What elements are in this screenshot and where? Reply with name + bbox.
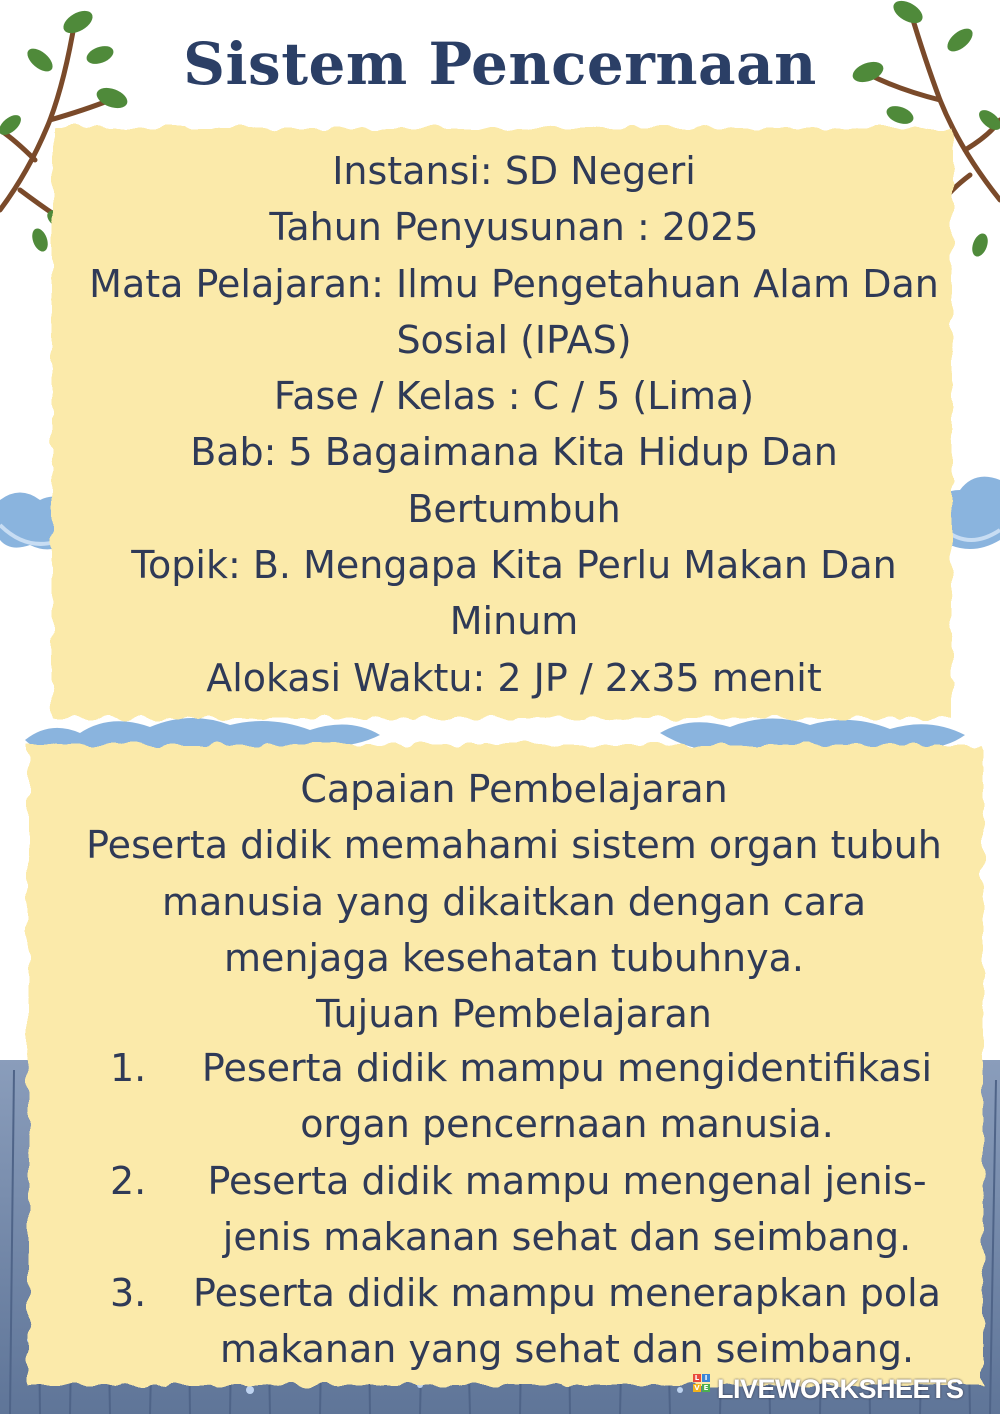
tujuan-item (98, 1265, 958, 1378)
tujuan-item-line-2: makanan yang sehat dan seimbang. (219, 1327, 915, 1372)
mapel-line-2: Sosial (IPAS) (396, 317, 632, 362)
bab-line-1: Bab: 5 Bagaimana Kita Hidup Dan (190, 430, 838, 475)
tujuan-item-line-2: jenis makanan sehat dan seimbang. (222, 1214, 912, 1259)
topik-line-1: Topik: B. Mengapa Kita Perlu Makan Dan (131, 543, 897, 588)
alokasi-line: Alokasi Waktu: 2 JP / 2x35 menit (206, 655, 822, 700)
capaian-heading: Capaian Pembelajaran (300, 767, 728, 811)
bab-line-2: Bertumbuh (407, 486, 621, 531)
capaian-line-3: menjaga kesehatan tubuhnya. (224, 935, 804, 980)
capaian-block (55, 761, 973, 1042)
fase-line: Fase / Kelas : C / 5 (Lima) (273, 374, 755, 419)
instansi-line: Instansi: SD Negeri (332, 149, 696, 193)
tujuan-item-number: 2. (110, 1158, 147, 1203)
liveworksheets-wordmark: LIVEWORKSHEETS (717, 1373, 964, 1404)
tujuan-heading: Tujuan Pembelajaran (316, 992, 712, 1037)
liveworksheets-logo-icon: L I V E (694, 1374, 709, 1392)
tahun-line: Tahun Penyusunan : 2025 (269, 205, 759, 250)
tujuan-item-line-1: Peserta didik mampu mengidentifikasi (201, 1046, 933, 1090)
tujuan-item (98, 1153, 958, 1266)
tujuan-list (98, 1040, 958, 1378)
tujuan-item (98, 1040, 958, 1153)
tujuan-item-line-1: Peserta didik mampu mengenal jenis- (207, 1158, 927, 1203)
capaian-line-2: manusia yang dikaitkan dengan cara (161, 879, 867, 924)
tujuan-item-number: 1. (110, 1046, 147, 1090)
page-title: Sistem Pencernaan (183, 30, 817, 98)
mapel-line-1: Mata Pelajaran: Ilmu Pengetahuan Alam Dan (89, 261, 939, 306)
capaian-line-1: Peserta didik memahami sistem organ tubuh (86, 823, 942, 868)
topik-line-2: Minum (449, 599, 579, 644)
tujuan-item-line-1: Peserta didik mampu menerapkan pola (193, 1271, 941, 1316)
tujuan-item-number: 3. (110, 1271, 147, 1316)
liveworksheets-brand (693, 1370, 993, 1408)
info-block (70, 143, 958, 706)
tujuan-item-line-2: organ pencernaan manusia. (300, 1102, 834, 1147)
